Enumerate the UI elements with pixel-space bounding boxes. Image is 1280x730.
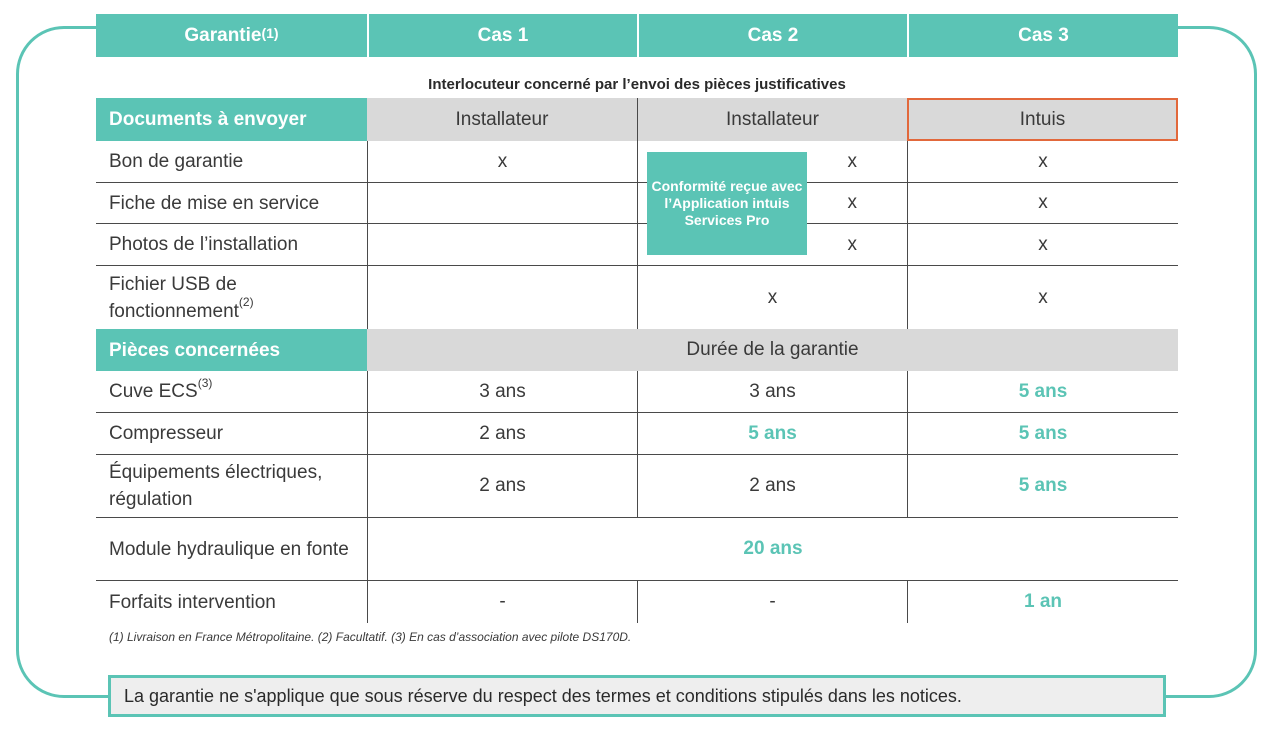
cell-cas1: - [367, 581, 637, 623]
cell-cas1 [367, 266, 637, 329]
pieces-label: Pièces concernées [96, 329, 367, 371]
cell-cas3: x [907, 141, 1178, 182]
table-header-row [96, 14, 1178, 57]
table-row [96, 455, 1178, 518]
subtitle: Interlocuteur concerné par l’envoi des pièces justificatives [428, 76, 846, 93]
row-label: Module hydraulique en fonte [109, 538, 349, 560]
row-label: Forfaits intervention [109, 591, 276, 613]
cell-cas3: 5 ans [907, 413, 1178, 454]
table-row [96, 518, 1178, 581]
table-row [96, 224, 1178, 266]
documents-cas2: Installateur [637, 98, 907, 141]
row-label: Fiche de mise en service [109, 192, 320, 214]
cell-cas2: 2 ans [637, 455, 907, 517]
table-row [96, 413, 1178, 455]
table-row [96, 371, 1178, 413]
header-cas3: Cas 3 [907, 14, 1178, 57]
cell-cas3: x [907, 224, 1178, 265]
cell-cas2: - [637, 581, 907, 623]
cell-cas1: x [367, 141, 637, 182]
row-label: Bon de garantie [109, 151, 244, 172]
cell-cas1: 2 ans [367, 455, 637, 517]
table-row [96, 183, 1178, 224]
cell-cas1: 2 ans [367, 413, 637, 454]
row-label: Cuve ECS$^{(3)}$ [109, 375, 213, 402]
footnote: (1) Livraison en France Métropolitaine. (2) Facultatif. (3) En cas d’association avec pilote DS170D. [109, 630, 632, 644]
cell-cas3: 5 ans [907, 371, 1178, 412]
cell-cas3: x [907, 183, 1178, 223]
conformite-badge: Conformité reçue avec l’Application intuis Services Pro [647, 152, 807, 255]
table-row [96, 141, 1178, 183]
header-garantie: Garantie $^{(1)}$ [184, 24, 279, 46]
cell-cas3: x [907, 266, 1178, 329]
header-cas2: Cas 2 [637, 14, 907, 57]
row-label: Photos de l’installation [109, 234, 299, 255]
table-row [96, 266, 1178, 329]
cell-cas1 [367, 183, 637, 223]
cell-cas1: 3 ans [367, 371, 637, 412]
cell-cas1 [367, 224, 637, 265]
cell-cas3: 1 an [907, 581, 1178, 623]
cell-cas2: x [637, 224, 907, 265]
duree-label: Durée de la garantie [367, 329, 1178, 371]
row-label: Compresseur [109, 423, 224, 444]
notice-banner: La garantie ne s'applique que sous réserve du respect des termes et conditions stipulés dans les notices. [108, 675, 1166, 717]
row-label: Fichier USB de fonctionnement$^{(2)}$ [109, 273, 254, 322]
header-cas1: Cas 1 [367, 14, 637, 57]
cell-cas3: 5 ans [907, 455, 1178, 517]
row-label: Équipements électriques, régulation [109, 462, 323, 510]
pieces-header-row [96, 329, 1178, 371]
documents-header-row [96, 98, 1178, 141]
cell-cas2: 3 ans [637, 371, 907, 412]
documents-cas1: Installateur [367, 98, 637, 141]
cell-cas2: x [637, 266, 907, 329]
documents-label: Documents à envoyer [96, 98, 367, 141]
table-row [96, 581, 1178, 623]
cell-all: 20 ans [367, 518, 1178, 580]
documents-cas3: Intuis [907, 98, 1178, 141]
cell-cas2: 5 ans [637, 413, 907, 454]
cell-cas2: x [637, 183, 907, 223]
cell-cas2: x [637, 141, 907, 182]
